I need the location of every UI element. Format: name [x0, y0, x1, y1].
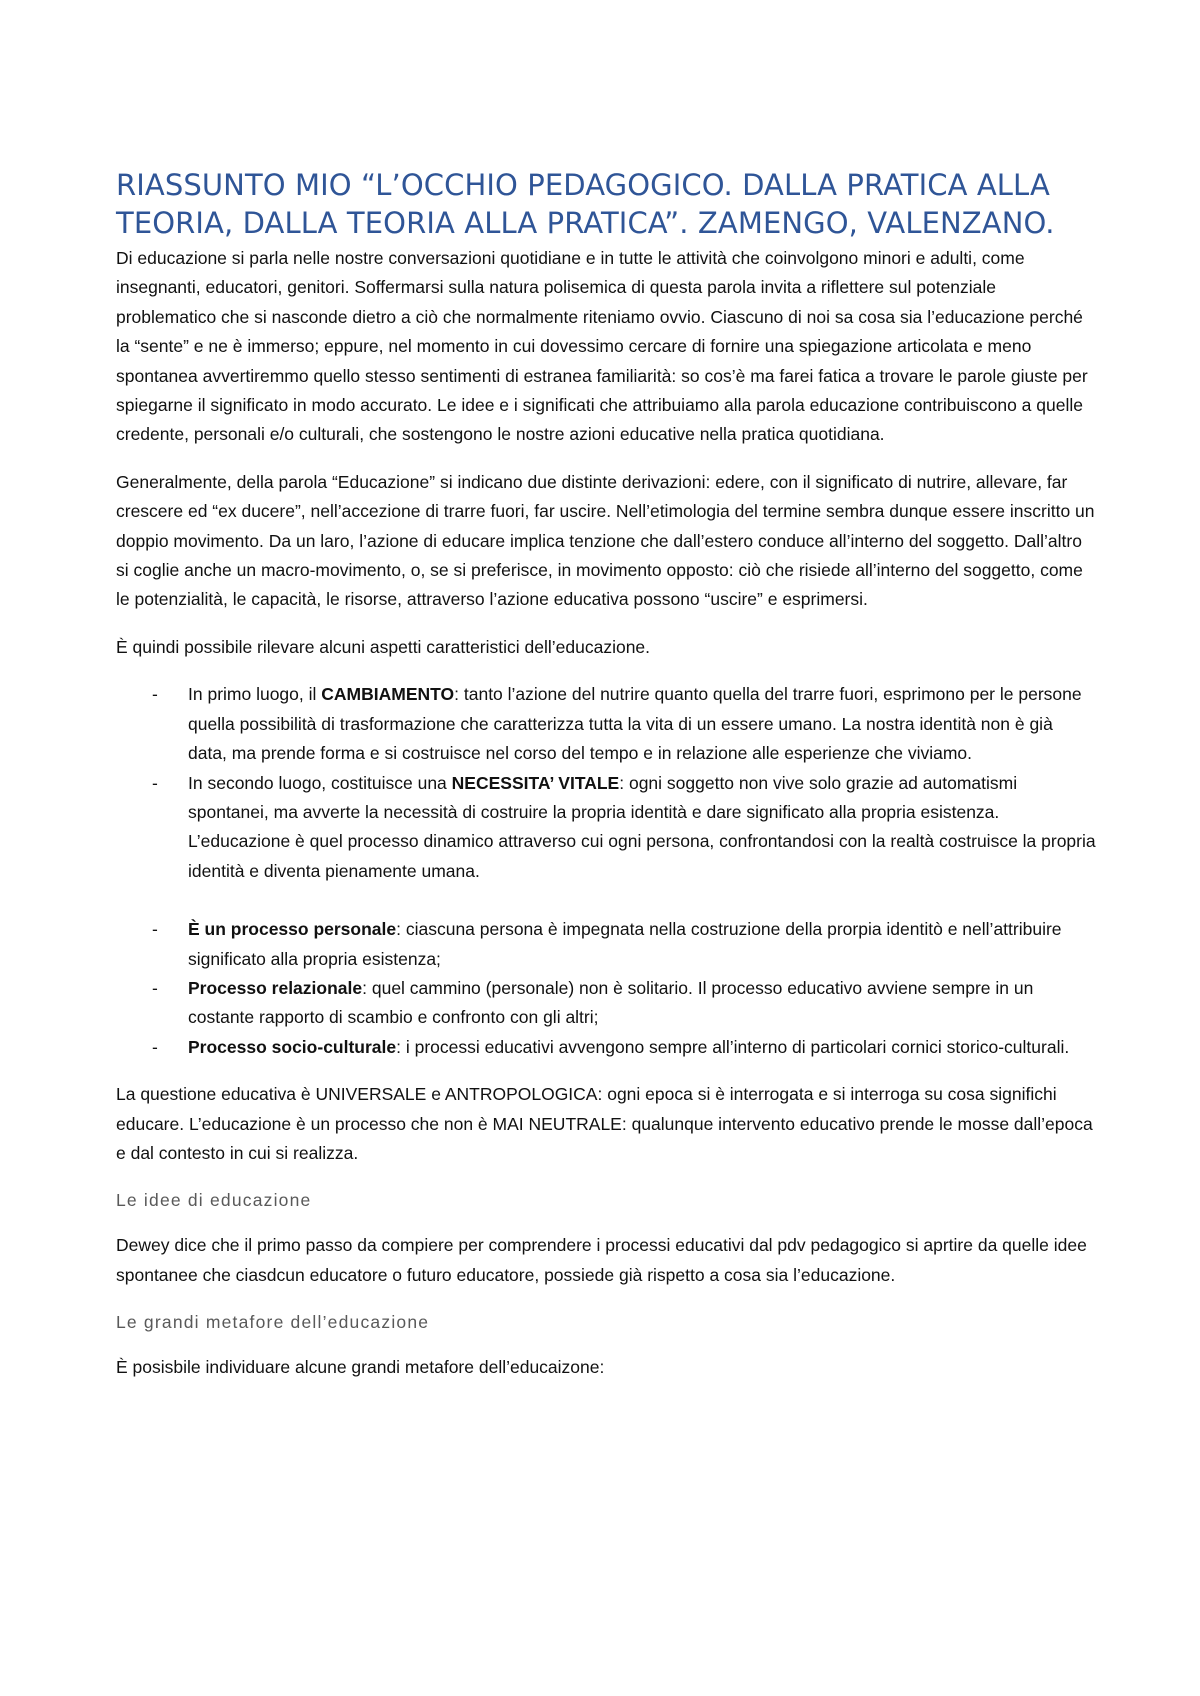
dash-bullet: -	[152, 684, 158, 705]
list-item-text: : quel cammino (personale) non è solitario. Il processo educativo avviene sempre in un costante rapporto di scambio e confronto con gli altri;	[188, 977, 1034, 1028]
dash-bullet: -	[152, 1036, 158, 1057]
list-item-bold: CAMBIAMENTO	[321, 684, 455, 705]
list-item-pre: In secondo luogo, costituisce una	[188, 772, 452, 793]
paragraph-dewey: Dewey dice che il primo passo da compiere per comprendere i processi educativi dal pdv pedagogico si aprtire da quelle idee spontanee che ciasdcun educatore o futuro educatore, possiede già rispetto a cosa sia l’educazione.	[116, 1235, 1087, 1285]
list-item	[116, 974, 1096, 1033]
paragraph-universal: La questione educativa è UNIVERSALE e ANTROPOLOGICA: ogni epoca si è interrogata e si interroga su cosa significhi educare. L’educazione è un processo che non è MAI NEUTRALE: qualunque intervento educativo prende le mosse dall’epoca e dal contesto in cui si realizza.	[116, 1084, 1093, 1163]
document-title: RIASSUNTO MIO “L’OCCHIO PEDAGOGICO. DALLA PRATICA ALLA TEORIA, DALLA TEORIA ALLA PRATICA”. ZAMENGO, VALENZANO.	[116, 168, 1055, 240]
list-spacer	[116, 886, 1096, 915]
subheading-metaphors: Le grandi metafore dell’educazione	[116, 1312, 430, 1333]
document-page	[116, 166, 1096, 1401]
list-item	[116, 1033, 1096, 1062]
dash-bullet: -	[152, 772, 158, 793]
list-item-bold: NECESSITA’ VITALE	[451, 772, 620, 793]
list-item	[116, 769, 1096, 887]
list-item-text: : ciascuna persona è impegnata nella costruzione della prorpia identitò e nell’attribuire significato alla propria esistenza;	[188, 919, 1062, 969]
paragraph-etymology: Generalmente, della parola “Educazione” si indicano due distinte derivazioni: edere, con il significato di nutrire, allevare, far crescere ed “ex ducere”, nell’accezione di trarre fuori, far uscire. Nell’etimologia del termine sembra dunque essere inscritto un doppio movimento. Da un laro, l’azione di educare implica tenzione che dall’estero conduce all’interno del soggetto. Dall’altro si coglie anche un macro-movimento, o, se si preferisce, in movimento opposto: ciò che risiede all’interno del soggetto, come le potenzialità, le capacità, le risorse, attraverso l’azione educativa possono “uscire” e esprimersi.	[116, 471, 1095, 610]
dash-bullet: -	[152, 919, 158, 940]
subheading-ideas: Le idee di educazione	[116, 1190, 312, 1211]
list-item-bold: Processo relazionale	[188, 977, 363, 998]
paragraph-metaphors: È posisbile individuare alcune grandi metafore dell’educaizone:	[116, 1357, 605, 1378]
list-item	[116, 680, 1096, 768]
list-item-bold: È un processo personale	[188, 919, 397, 940]
list-item-text: : ogni soggetto non vive solo grazie ad automatismi spontanei, ma avverte la necessità di costruire la propria identità e dare significato alla propria esistenza. L’educazione è quel processo dinamico attraverso cui ogni persona, confrontandosi con la realtà costruisce la propria identità e diventa pienamente umana.	[188, 772, 1096, 881]
list-item-text: : i processi educativi avvengono sempre all’interno di particolari cornici storico-culturali.	[396, 1036, 1070, 1057]
paragraph-aspects-intro: È quindi possibile rilevare alcuni aspetti caratteristici dell’educazione.	[116, 636, 651, 657]
dash-bullet: -	[152, 977, 158, 998]
list-item-pre: In primo luogo, il	[188, 684, 322, 705]
list-item-bold: Processo socio-culturale	[188, 1036, 397, 1057]
list-item-text: : tanto l’azione del nutrire quanto quella del trarre fuori, esprimono per le persone quella possibilità di trasformazione che caratterizza tutta la vita di un essere umano. La nostra identità non è già data, ma prende forma e si costruisce nel corso del tempo e in relazione alle esperienze che viviamo.	[188, 684, 1082, 764]
paragraph-intro: Di educazione si parla nelle nostre conversazioni quotidiane e in tutte le attività che coinvolgono minori e adulti, come insegnanti, educatori, genitori. Soffermarsi sulla natura polisemica di questa parola invita a riflettere sul potenziale problematico che si nasconde dietro a ciò che normalmente riteniamo ovvio. Ciascuno di noi sa cosa sia l’educazione perché la “sente” e ne è immerso; eppure, nel momento in cui dovessimo cercare di fornire una spiegazione articolata e meno spontanea avvertiremmo quello stesso sentimenti di estranea familiarità: so cos’è ma farei fatica a trovare le parole giuste per spiegarne il significato in modo accurato. Le idee e i significati che attribuiamo alla parola educazione contribuiscono a quelle credente, personali e/o culturali, che sostengono le nostre azioni educative nella pratica quotidiana.	[116, 248, 1088, 445]
list-item	[116, 915, 1096, 974]
process-list	[116, 915, 1096, 1062]
aspects-list	[116, 680, 1096, 886]
